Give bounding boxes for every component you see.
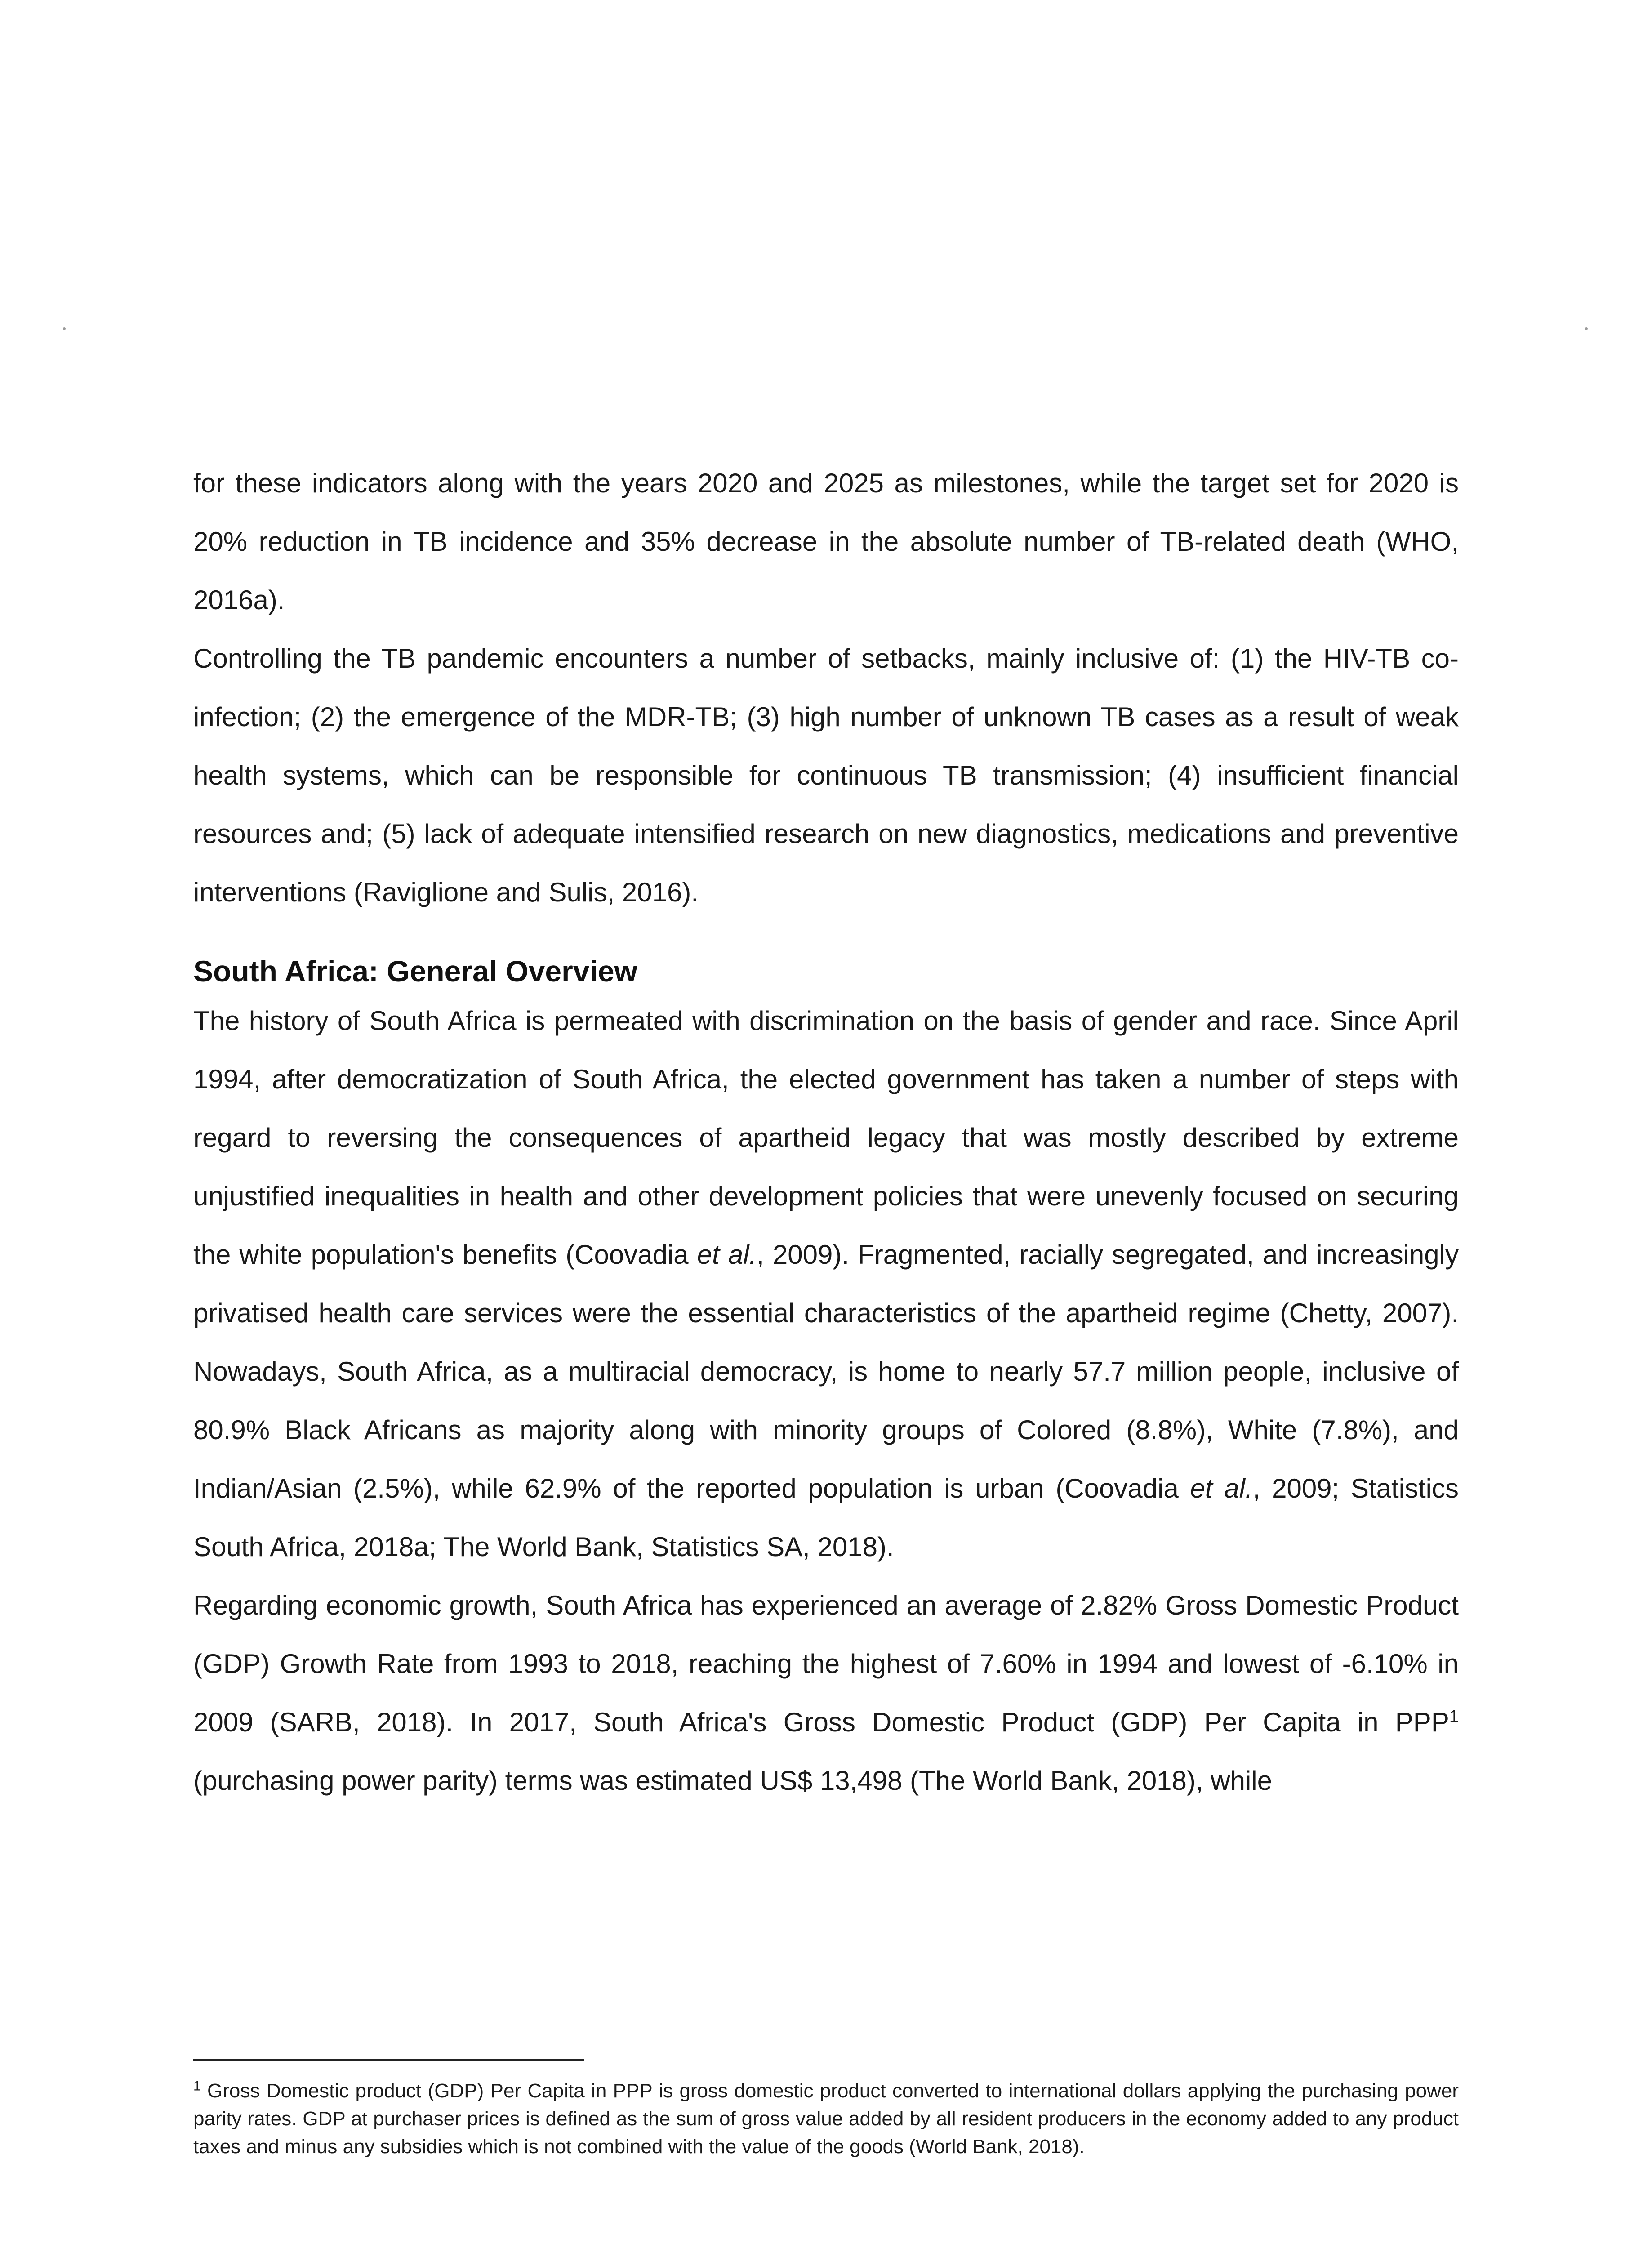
text-segment: Regarding economic growth, South Africa has experienced an average of 2.82% Gross Domestic Product (GDP) Growth Rate from 1993 to 2018, reaching the highest of 7.60% in 1994 and lowest of -6.10% in 2009 (SARB, 2018). In 2017, South Africa's Gross Domestic Product (GDP) Per Capita in PPP xyxy=(193,1590,1459,1737)
footnote-text: Gross Domestic product (GDP) Per Capita in PPP is gross domestic product converted to international dollars applying the purchasing power parity rates. GDP at purchaser prices is defined as the sum of gross value added by all resident producers in the economy added to any product taxes and minus any subsidies which is not combined with the value of the goods (World Bank, 2018). xyxy=(193,2080,1459,2158)
text-segment: , 2009). Fragmented, racially segregated, and increasingly privatised health care services were the essential characteristics of the apartheid regime (Chetty, 2007). Nowadays, South Africa, as a multiracial democracy, is home to nearly 57.7 million people, inclusive of 80.9% Black Africans as majority along with minority groups of Colored (8.8%), White (7.8%), and Indian/Asian (2.5%), while 62.9% of the reported population is urban (Coovadia xyxy=(193,1240,1459,1503)
main-content xyxy=(193,454,1459,1810)
scan-mark-right xyxy=(1585,327,1588,330)
footnote-marker: 1 xyxy=(193,2079,201,2094)
footnote xyxy=(193,2077,1459,2161)
footnote-reference[interactable]: 1 xyxy=(1449,1707,1459,1726)
paragraph-economic-growth xyxy=(193,1576,1459,1810)
text-segment: , 2009; Statistics South Africa, 2018a; The World Bank, Statistics SA, 2018). xyxy=(193,1473,1459,1562)
paragraph-south-africa-history xyxy=(193,992,1459,1576)
scan-mark-left xyxy=(63,327,66,330)
paragraph-tb-setbacks: Controlling the TB pandemic encounters a number of setbacks, mainly inclusive of: (1) the HIV-TB co-infection; (2) the emergence of the MDR-TB; (3) high number of unknown TB cases as a result of weak health systems, which can be responsible for continuous TB transmission; (4) insufficient financial resources and; (5) lack of adequate intensified research on new diagnostics, medications and preventive interventions (Raviglione and Sulis, 2016). xyxy=(193,643,1459,907)
footnote-divider xyxy=(193,2059,584,2061)
italic-et-al: et al. xyxy=(697,1240,757,1270)
italic-et-al: et al. xyxy=(1190,1473,1253,1503)
paragraph-tb-targets: for these indicators along with the years 2020 and 2025 as milestones, while the target set for 2020 is 20% reduction in TB incidence and 35% decrease in the absolute number of TB-related death (WHO, 2016a). xyxy=(193,468,1459,615)
section-heading: South Africa: General Overview xyxy=(193,955,637,988)
text-segment: (purchasing power parity) terms was estimated US$ 13,498 (The World Bank, 2018), while xyxy=(193,1766,1272,1796)
text-segment: The history of South Africa is permeated with discrimination on the basis of gender and race. Since April 1994, after democratization of South Africa, the elected government has taken a number of steps with regard to reversing the consequences of apartheid legacy that was mostly described by extreme unjustified inequalities in health and other development policies that were unevenly focused on securing the white population's benefits (Coovadia xyxy=(193,1006,1459,1270)
